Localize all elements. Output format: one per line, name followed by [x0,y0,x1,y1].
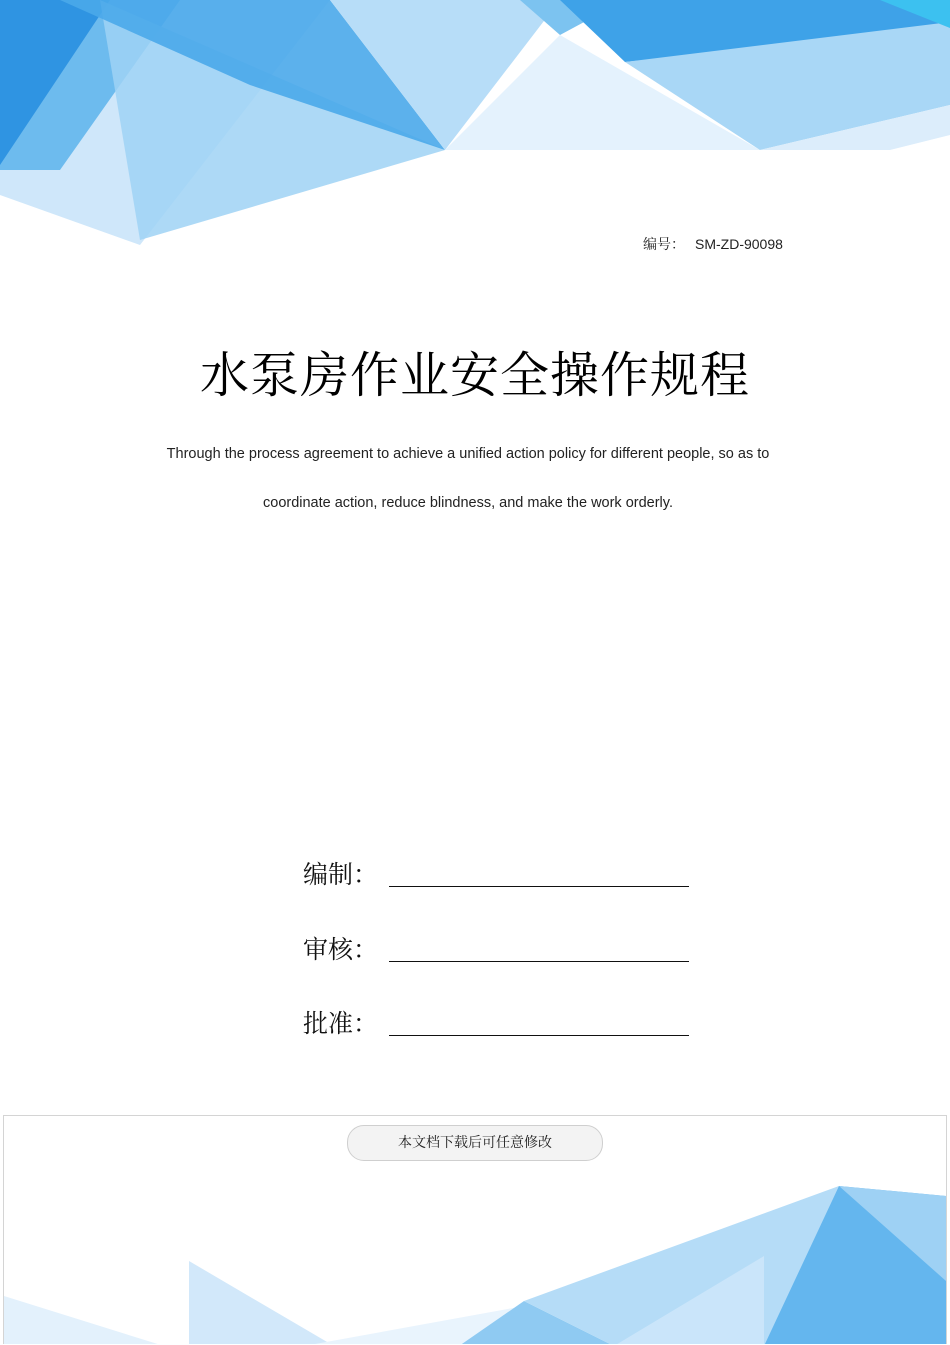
compile-signature-line [389,886,689,887]
subtitle-line-1: Through the process agreement to achieve a unified action policy for different people, so as to [166,446,770,462]
document-number [643,234,783,254]
document-number-label: 编号： [643,237,685,253]
page-title: 水泵房作业安全操作规程 [199,347,750,404]
footer-shape-light-left [189,1261,334,1344]
editable-notice-badge: 本文档下载后可任意修改 [347,1125,603,1161]
review-signature-line [389,961,689,962]
compile-signature-row [303,855,703,895]
approve-label: 批准： [303,1009,379,1038]
review-label: 审核： [303,935,379,964]
compile-label: 编制： [303,860,379,889]
footer-shape-pale-left [4,1296,164,1344]
subtitle-line-2: coordinate action, reduce blindness, and make the work orderly. [263,495,673,511]
review-signature-row [303,930,703,970]
approve-signature-line [389,1035,689,1036]
document-number-value: SM-ZD-90098 [695,236,783,252]
approve-signature-row [303,1004,703,1044]
top-decorative-banner [0,0,950,260]
footer-panel [3,1115,947,1344]
